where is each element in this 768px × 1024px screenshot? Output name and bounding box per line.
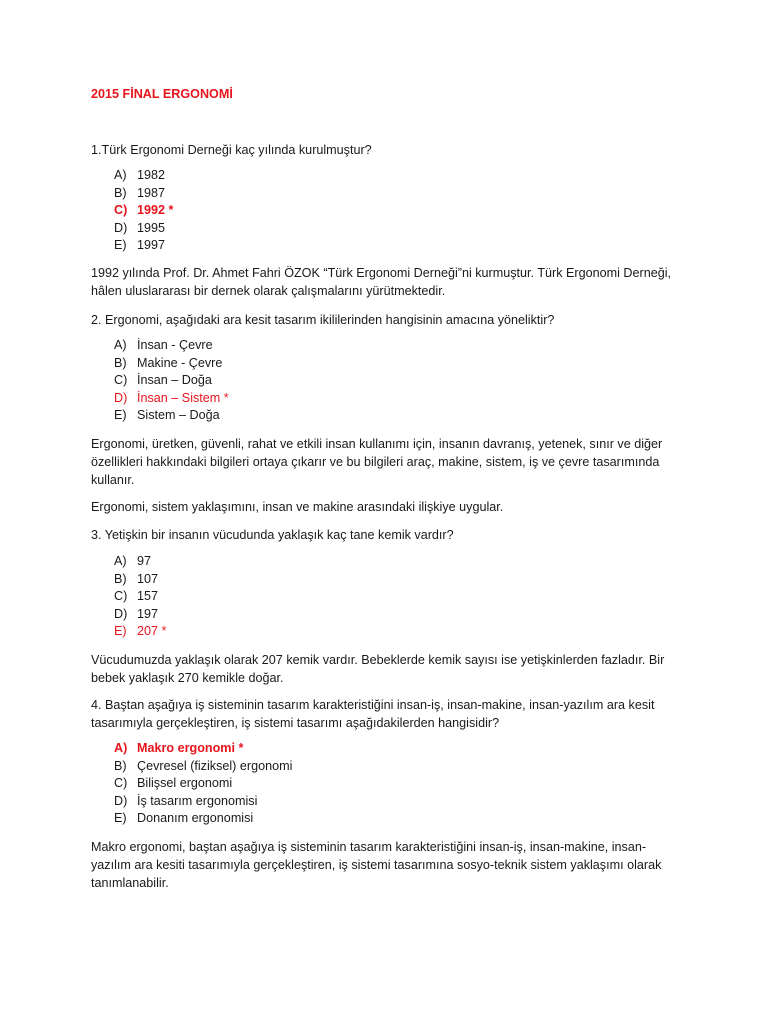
option-d: D) 197 — [114, 606, 159, 621]
option-b: B) 1987 — [114, 185, 166, 200]
option-c-correct: C) 1992 * — [114, 203, 174, 218]
option-a-correct: A) Makro ergonomi * — [114, 741, 244, 755]
question-2-explanation-1: Ergonomi, üretken, güvenli, rahat ve etkili insan kullanımı için, insanın davranış, yetenek, sınır ve diğer özellikleri hakkındaki bilgileri ortaya çıkarır ve bu bilgileri araç, makine, sistem, iş ve çevre tasarımında kullanır. — [91, 437, 663, 487]
question-2-explanation-2: Ergonomi, sistem yaklaşımını, insan ve makine arasındaki ilişkiye uygular. — [91, 500, 504, 514]
question-4-options — [114, 740, 292, 828]
option-c: C) 157 — [114, 589, 159, 604]
question-1-text: 1.Türk Ergonomi Derneği kaç yılında kurulmuştur? — [91, 143, 372, 157]
option-d: D) 1995 — [114, 220, 166, 235]
question-1-explanation: 1992 yılında Prof. Dr. Ahmet Fahri ÖZOK “Türk Ergonomi Derneği”ni kurmuştur. Türk Ergonomi Derneği, hâlen uluslararası bir dernek olarak çalışmalarını yürütmektedir. — [91, 266, 672, 298]
document-title: 2015 FİNAL ERGONOMİ — [91, 87, 233, 101]
question-2-options — [114, 337, 229, 425]
option-d: D) İş tasarım ergonomisi — [114, 793, 258, 808]
option-b: B) Makine - Çevre — [114, 355, 223, 370]
option-e: E) Donanım ergonomisi — [114, 811, 254, 826]
question-1-options — [114, 167, 173, 255]
question-4-text: 4. Baştan aşağıya iş sisteminin tasarım karakteristiğini insan-iş, insan-makine, insan-yazılım ara kesit tasarımıyla gerçekleştiren, iş sistemi tasarımı aşağıdakilerden hangisidir? — [91, 698, 655, 730]
option-e: E) Sistem – Doğa — [114, 408, 220, 423]
option-e: E) 1997 — [114, 238, 166, 253]
option-c: C) Bilişsel ergonomi — [114, 776, 233, 791]
option-a: A) 97 — [114, 554, 152, 568]
question-2-text: 2. Ergonomi, aşağıdaki ara kesit tasarım ikililerinden hangisinin amacına yöneliktir? — [91, 313, 555, 327]
option-e-correct: E) 207 * — [114, 624, 167, 639]
option-d-correct: D) İnsan – Sistem * — [114, 390, 229, 405]
question-3-explanation: Vücudumuzda yaklaşık olarak 207 kemik vardır. Bebeklerde kemik sayısı ise yetişkinlerden fazladır. Bir bebek yaklaşık 270 kemikle doğar. — [91, 653, 665, 685]
option-b: B) Çevresel (fiziksel) ergonomi — [114, 758, 293, 773]
option-b: B) 107 — [114, 571, 159, 586]
option-a: A) 1982 — [114, 168, 166, 182]
question-3-options — [114, 553, 166, 641]
question-3-text: 3. Yetişkin bir insanın vücudunda yaklaşık kaç tane kemik vardır? — [91, 528, 454, 542]
option-c: C) İnsan – Doğa — [114, 373, 212, 388]
option-a: A) İnsan - Çevre — [114, 338, 213, 352]
question-4-explanation: Makro ergonomi, baştan aşağıya iş sisteminin tasarım karakteristiğini insan-iş, insan-makine, insan-yazılım ara kesiti tasarımıyla gerçekleştiren, iş sistemi tasarımına sosyo-teknik sistem yaklaşımı olarak tanımlanabilir. — [91, 840, 662, 890]
